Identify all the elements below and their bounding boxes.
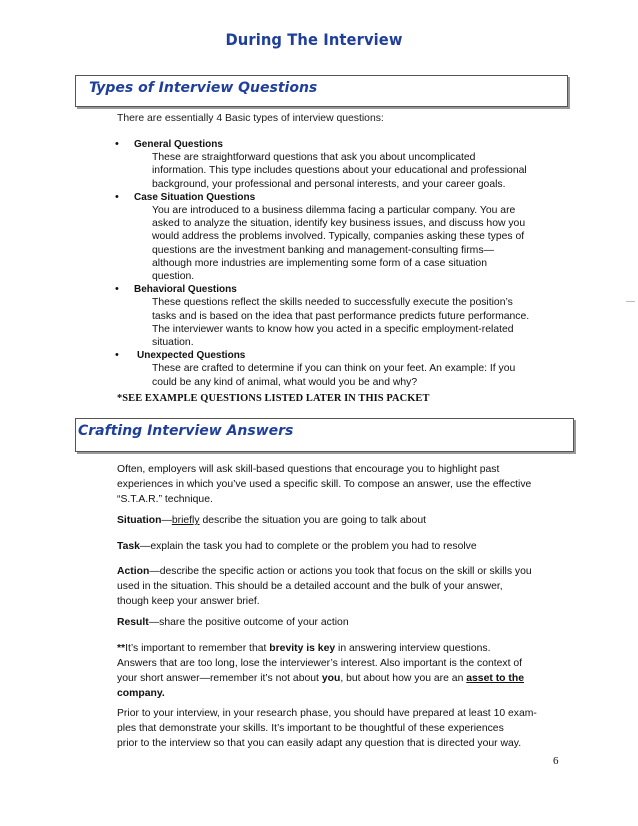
para-text: your short answer—remember it’s not about (117, 673, 322, 684)
para-text: , but about how you are an (340, 673, 467, 684)
bullet-icon: • (115, 138, 119, 150)
item-line: would address the problems involved. Typically, companies asking these types of (152, 231, 525, 243)
task-text: —explain the task you had to complete or the problem you had to resolve (139, 541, 477, 552)
para-line: Prior to your interview, in your research phase, you should have prepared at least 10 exam- (117, 708, 537, 719)
item-heading: Behavioral Questions (134, 284, 237, 296)
brevity-key: brevity is key (269, 643, 336, 654)
question-types-list (113, 138, 533, 389)
item-heading: Case Situation Questions (134, 191, 256, 203)
task-label: Task (117, 541, 140, 552)
page-number: 6 (553, 755, 559, 767)
item-line: asked to analyze the situation, identify key business issues, and discuss how you (152, 218, 526, 230)
item-heading: General Questions (134, 139, 223, 150)
stars: ** (117, 643, 126, 654)
star-situation (117, 513, 426, 528)
para-line: “S.T.A.R.” technique. (117, 494, 213, 505)
action-text: —describe the specific action or actions you took that focus on the skill or skills you (149, 566, 532, 577)
para-line: Often, employers will ask skill-based questions that encourage you to highlight past (117, 464, 500, 475)
section-title-crafting: Crafting Interview Answers (78, 423, 294, 439)
crafting-intro (117, 462, 531, 507)
item-line: tasks and is based on the idea that past performance predicts future performance. (152, 310, 530, 322)
item-line: The interviewer wants to know how you acted in a specific employment-related (152, 323, 514, 335)
result-text: —share the positive outcome of your action (148, 617, 349, 628)
para-text: It’s important to remember that (125, 643, 270, 654)
edge-mark (626, 301, 635, 302)
types-intro: There are essentially 4 Basic types of interview questions: (117, 113, 384, 124)
bullet-icon: • (115, 283, 119, 296)
para-text: in answering interview questions. (335, 643, 491, 654)
item-line: situation. (152, 337, 194, 349)
para-line: ples that demonstrate your skills. It’s important to be thoughtful of these experiences (117, 723, 504, 734)
item-line: could be any kind of animal, what would you be and why? (152, 376, 418, 388)
star-action (117, 564, 532, 609)
list-item-case (113, 191, 533, 283)
you-word: you (321, 673, 341, 684)
para-line: though keep your answer brief. (117, 596, 260, 607)
item-line: You are introduced to a business dilemma facing a particular company. You are (152, 205, 516, 217)
result-label: Result (117, 617, 149, 628)
action-label: Action (117, 566, 150, 577)
item-heading: Unexpected Questions (137, 350, 246, 362)
brief-word: briefly (171, 515, 200, 526)
para-line: Answers that are too long, lose the interviewer’s interest. Also important is the context of (117, 658, 523, 669)
dash: — (161, 515, 172, 526)
example-questions-note: *SEE EXAMPLE QUESTIONS LISTED LATER IN THIS PACKET (117, 393, 430, 404)
section-title-types: Types of Interview Questions (89, 80, 318, 96)
star-task (117, 539, 477, 554)
bullet-icon: • (115, 190, 119, 203)
list-item-unexpected (113, 349, 533, 389)
page-title: During The Interview (225, 30, 403, 49)
star-result (117, 615, 349, 630)
item-line: information. This type includes questions about your educational and professional (152, 165, 527, 177)
item-line: question. (152, 271, 195, 283)
item-line: These questions reflect the skills needed to successfully execute the position’s (152, 297, 513, 309)
para-line: used in the situation. This should be a detailed account and the bulk of your answer, (117, 581, 503, 592)
item-line: These are crafted to determine if you can think on your feet. An example: If you (152, 363, 516, 375)
situation-text: describe the situation you are going to talk about (199, 515, 426, 526)
closing-paragraph (117, 706, 537, 751)
brevity-paragraph (117, 641, 524, 701)
situation-label: Situation (117, 515, 162, 526)
item-line: background, your professional and personal interests, and your career goals. (152, 178, 506, 190)
para-line: experiences in which you’ve used a specific skill. To compose an answer, use the effective (117, 479, 532, 490)
item-line: questions are the investment banking and management-consulting firms— (152, 244, 494, 256)
list-item-general (113, 138, 533, 191)
item-line: although more industries are implementing some form of a case situation (152, 257, 487, 269)
company-word: company. (117, 688, 165, 699)
item-line: These are straightforward questions that ask you about uncomplicated (152, 152, 476, 164)
para-line: prior to the interview so that you can easily adapt any question that is directed your way. (117, 738, 522, 749)
asset-phrase: asset to the (466, 673, 524, 684)
bullet-icon: • (115, 349, 119, 362)
list-item-behavioral (113, 283, 533, 349)
